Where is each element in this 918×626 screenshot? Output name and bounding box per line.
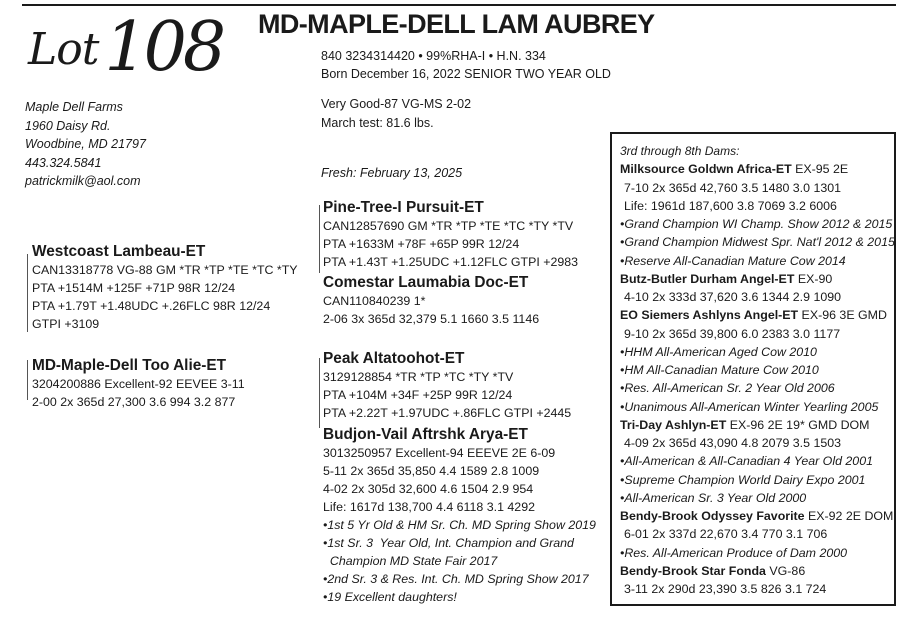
sire-sire-block: [323, 198, 578, 271]
dam-dam-note: Champion MD State Fair 2017: [323, 554, 498, 568]
dam-sire-block: [323, 349, 571, 422]
dam-entry-name: [620, 416, 894, 434]
dam-entry-note: •Grand Champion WI Champ. Show 2012 & 2015: [620, 217, 893, 231]
dam-entry-record: 3-11 2x 290d 23,390 3.5 826 3.1 724: [624, 582, 827, 596]
dam-entry-note: •Grand Champion Midwest Spr. Nat'l 2012 & 2015: [620, 235, 895, 250]
dam-sire-line: 3129128854 *TR *TP *TC *TY *TV: [323, 370, 514, 384]
animal-id-line: 840 3234314420 • 99%RHA-I • H.N. 334: [321, 49, 546, 63]
dams-box: [610, 132, 896, 606]
dam-dam-name: Budjon-Vail Aftrshk Arya-ET: [323, 426, 528, 443]
dam-entry-record: Life: 1961d 187,600 3.8 7069 3.2 6006: [624, 198, 837, 213]
dam-entry-name: [620, 306, 894, 324]
dam-entry-title: Bendy-Brook Odyssey Favorite: [620, 509, 805, 523]
sire-dam-block: [323, 273, 539, 328]
pedigree-bracket: [319, 358, 320, 428]
sire-sire-name: Pine-Tree-I Pursuit-ET: [323, 199, 484, 216]
dam-entry-class: EX-96 3E GMD: [798, 308, 887, 323]
pedigree-bracket: [27, 360, 28, 400]
dam-dam-note: •19 Excellent daughters!: [323, 590, 457, 604]
dam-entry-class: EX-95 2E: [791, 162, 849, 177]
sire-line: GTPI +3109: [32, 317, 100, 331]
dam-entry-title: Bendy-Brook Star Fonda: [620, 563, 766, 578]
owner-city: Woodbine, MD 21797: [25, 137, 146, 152]
dam-dam-line: 3013250957 Excellent-94 EEEVE 2E 6-09: [323, 446, 556, 460]
dam-entry-class: EX-92 2E DOM: [804, 509, 894, 523]
sire-name: Westcoast Lambeau-ET: [32, 243, 206, 260]
dam-entry-name: [620, 270, 894, 288]
dam-entry-record: 9-10 2x 365d 39,800 6.0 2383 3.0 1177: [624, 326, 841, 341]
march-test: March test: 81.6 lbs.: [321, 116, 434, 130]
dam-name: MD-Maple-Dell Too Alie-ET: [32, 357, 227, 374]
dams-box-header: 3rd through 8th Dams:: [620, 144, 740, 158]
dam-line: 3204200886 Excellent-92 EEVEE 3-11: [32, 377, 245, 391]
animal-name: MD-MAPLE-DELL LAM AUBREY: [258, 9, 655, 39]
owner-email: patrickmilk@aol.com: [25, 174, 141, 189]
dam-dam-note: •2nd Sr. 3 & Res. Int. Ch. MD Spring Show 2017: [323, 572, 589, 586]
dam-sire-line: PTA +104M +34F +25P 99R 12/24: [323, 388, 513, 402]
dam-entry-record: 4-10 2x 333d 37,620 3.6 1344 2.9 1090: [624, 290, 842, 304]
dam-entry-name: [620, 160, 894, 178]
dam-entry-class: VG-86: [765, 563, 806, 578]
sire-sire-line: PTA +1633M +78F +65P 99R 12/24: [323, 237, 520, 251]
dam-entry-class: EX-90: [794, 271, 833, 286]
dam-entry-note: •Unanimous All-American Winter Yearling 2005: [620, 399, 879, 414]
dam-sire-name: Peak Altatoohot-ET: [323, 350, 465, 367]
sire-dam-line: CAN110840239 1*: [323, 294, 426, 308]
dam-entry-note: •All-American Sr. 3 Year Old 2000: [620, 490, 807, 505]
dam-dam-note: •1st 5 Yr Old & HM Sr. Ch. MD Spring Show 2019: [323, 518, 596, 532]
dam-entry-title: Milksource Goldwn Africa-ET: [620, 162, 792, 177]
dam-line: 2-00 2x 365d 27,300 3.6 994 3.2 877: [32, 395, 236, 409]
dam-entry-record: 7-10 2x 365d 42,760 3.5 1480 3.0 1301: [624, 180, 842, 195]
sire-dam-line: 2-06 3x 365d 32,379 5.1 1660 3.5 1146: [323, 312, 540, 326]
fresh-date: Fresh: February 13, 2025: [321, 166, 463, 180]
dam-entry-record: 6-01 2x 337d 22,670 3.4 770 3.1 706: [624, 527, 828, 542]
dam-entry-class: EX-96 2E 19* GMD DOM: [726, 417, 870, 432]
sire-sire-line: CAN12857690 GM *TR *TP *TE *TC *TY *TV: [323, 219, 574, 233]
lot-digits: 108: [104, 8, 223, 87]
sire-line: PTA +1.79T +1.48UDC +.26FLC 98R 12/24: [32, 299, 271, 313]
dam-entry-title: EO Siemers Ashlyns Angel-ET: [620, 308, 799, 323]
dam-entry-record: 4-09 2x 365d 43,090 4.8 2079 3.5 1503: [624, 436, 842, 450]
lot-word: Lot: [28, 24, 99, 75]
dam-entry-note: •HHM All-American Aged Cow 2010: [620, 344, 817, 359]
dam-entry-note: •Res. All-American Sr. 2 Year Old 2006: [620, 381, 835, 396]
sire-dam-name: Comestar Laumabia Doc-ET: [323, 274, 529, 291]
animal-classification: Very Good-87 VG-MS 2-02: [321, 97, 472, 111]
dam-dam-block: [323, 425, 596, 606]
dam-dam-line: 5-11 2x 365d 35,850 4.4 1589 2.8 1009: [323, 464, 540, 478]
pedigree-bracket: [27, 254, 28, 332]
dam-block: [32, 356, 245, 411]
dam-entry-note: •All-American & All-Canadian 4 Year Old 2001: [620, 454, 873, 469]
sire-line: CAN13318778 VG-88 GM *TR *TP *TE *TC *TY: [32, 263, 298, 277]
dam-sire-line: PTA +2.22T +1.97UDC +.86FLC GTPI +2445: [323, 406, 572, 420]
dam-entry-note: •HM All-Canadian Mature Cow 2010: [620, 363, 819, 377]
sire-sire-line: PTA +1.43T +1.25UDC +1.12FLC GTPI +2983: [323, 255, 579, 269]
dam-dam-line: 4-02 2x 305d 32,600 4.6 1504 2.9 954: [323, 482, 534, 496]
dam-dam-line: Life: 1617d 138,700 4.4 6118 3.1 4292: [323, 500, 535, 514]
dam-entry-name: [620, 562, 894, 580]
dam-entry-note: •Res. All-American Produce of Dam 2000: [620, 545, 848, 560]
sire-line: PTA +1514M +125F +71P 98R 12/24: [32, 281, 236, 295]
owner-farm: Maple Dell Farms: [25, 100, 123, 114]
dam-entry-note: •Supreme Champion World Dairy Expo 2001: [620, 472, 866, 487]
sire-block: [32, 242, 298, 333]
dam-entry-name: [620, 507, 894, 525]
dam-entry-note: •Reserve All-Canadian Mature Cow 2014: [620, 253, 846, 268]
dam-dam-note: •1st Sr. 3 Year Old, Int. Champion and Grand: [323, 536, 574, 550]
dam-entry-title: Butz-Butler Durham Angel-ET: [620, 271, 795, 286]
owner-street: 1960 Daisy Rd.: [25, 118, 111, 133]
lot-number: [28, 2, 223, 87]
dam-entry-title: Tri-Day Ashlyn-ET: [620, 417, 727, 432]
pedigree-bracket: [319, 205, 320, 273]
owner-contact: [25, 98, 146, 191]
owner-phone: 443.324.5841: [25, 155, 102, 170]
animal-born-line: Born December 16, 2022 SENIOR TWO YEAR OLD: [321, 67, 611, 81]
